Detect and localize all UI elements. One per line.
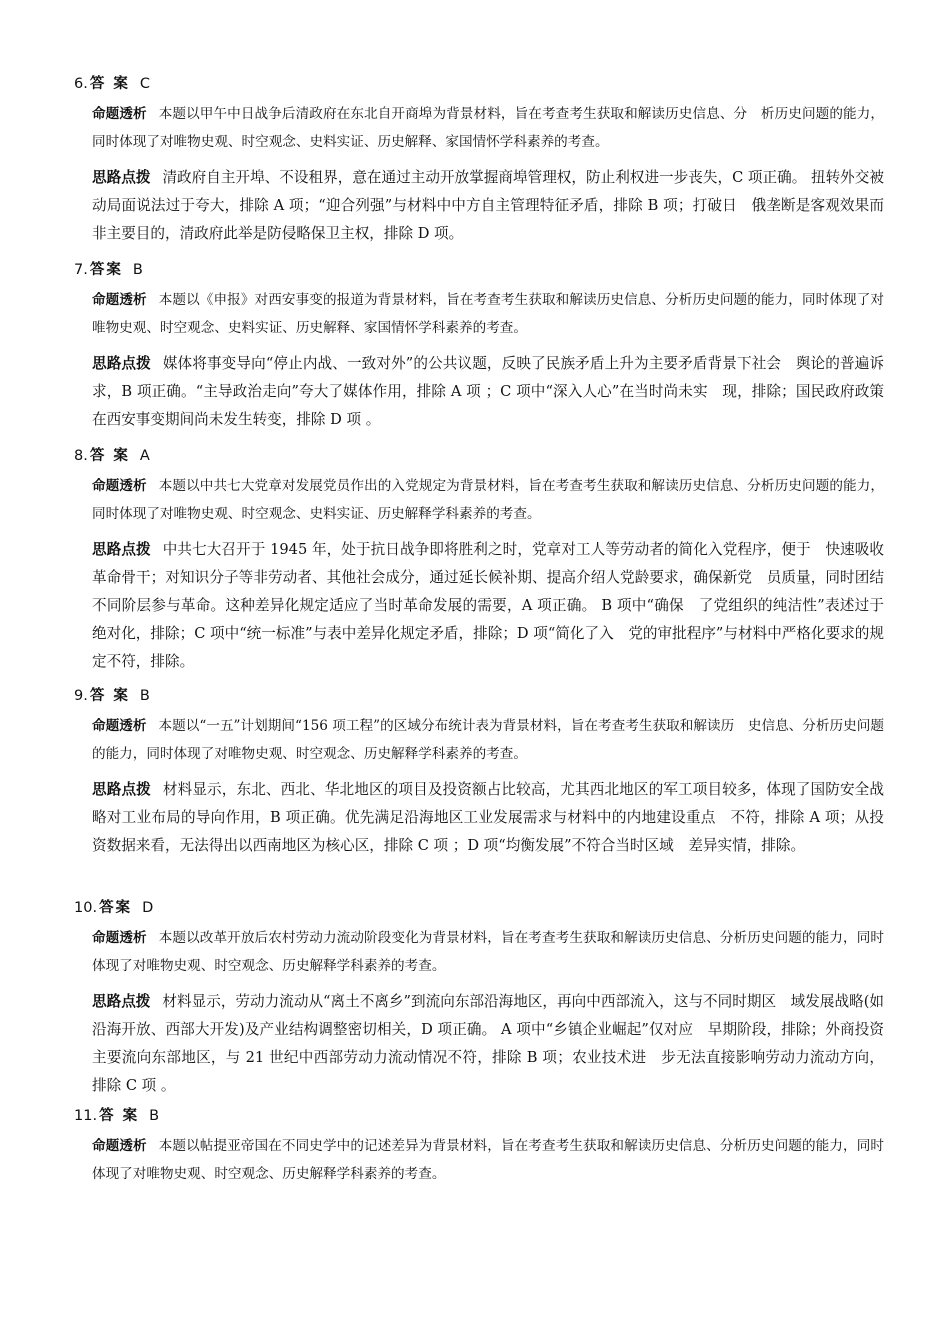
analysis-paragraph [92, 1132, 884, 1188]
analysis-text: 本题以甲午中日战争后清政府在东北自开商埠为背景材料，旨在考查考生获取和解读历史信息、分 析历史问题的能力，同时体现了对唯物史观、时空观念、史料实证、历史解释、家国情怀学科素养的考查。 [92, 106, 885, 150]
question-number: 6. [74, 76, 88, 92]
question-number: 8. [74, 448, 88, 464]
answer-label: 答案 [89, 262, 123, 278]
answer-label: 答 案 [89, 688, 130, 704]
answer-choice: D [142, 900, 154, 916]
answer-header [74, 898, 884, 918]
solution-paragraph [92, 164, 884, 248]
analysis-paragraph [92, 472, 884, 528]
analysis-label: 命题透析 [92, 1138, 147, 1154]
answer-label: 答 案 [89, 448, 130, 464]
answer-label: 答案 [99, 900, 133, 916]
solution-text: 清政府自主开埠、不设租界，意在通过主动开放掌握商埠管理权，防止利权进一步丧失，C 项正确。 扭转外交被动局面说法过于夸大，排除 A 项；“迎合列强”与材料中中方自主管理特征矛盾，排除 B 项；打破日 俄垄断是客观效果而非主要目的，清政府此举是防侵略保卫主权，排除 D 项。 [92, 169, 884, 242]
analysis-text: 本题以改革开放后农村劳动力流动阶段变化为背景材料，旨在考查考生获取和解读历史信息、分析历史问题的能力，同时体现了对唯物史观、时空观念、历史解释学科素养的考查。 [92, 930, 885, 974]
analysis-text: 本题以中共七大党章对发展党员作出的入党规定为背景材料，旨在考查考生获取和解读历史信息、分析历史问题的能力，同时体现了对唯物史观、时空观念、史料实证、历史解释学科素养的考查。 [92, 478, 885, 522]
question-number: 10. [74, 900, 98, 916]
answer-label: 答 案 [99, 1108, 140, 1124]
question-number: 7. [74, 262, 88, 278]
answer-choice: B [149, 1108, 160, 1124]
analysis-text: 本题以帖提亚帝国在不同史学中的记述差异为背景材料，旨在考查考生获取和解读历史信息、分析历史问题的能力，同时体现了对唯物史观、时空观念、历史解释学科素养的考查。 [92, 1138, 885, 1182]
answer-choice: B [139, 688, 150, 704]
question-7 [74, 260, 884, 442]
analysis-paragraph [92, 100, 884, 156]
analysis-text: 本题以《申报》对西安事变的报道为背景材料，旨在考查考生获取和解读历史信息、分析历史问题的能力，同时体现了对唯物史观、时空观念、史料实证、历史解释、家国情怀学科素养的考查。 [92, 292, 885, 336]
solution-paragraph [92, 536, 884, 676]
analysis-paragraph [92, 924, 884, 980]
answer-header [74, 260, 884, 280]
answer-header [74, 74, 884, 94]
question-number: 9. [74, 688, 88, 704]
analysis-label: 命题透析 [92, 718, 147, 734]
solution-text: 材料显示，东北、西北、华北地区的项目及投资额占比较高，尤其西北地区的军工项目较多，体现了国防安全战略对工业布局的导向作用，B 项正确。优先满足沿海地区工业发展需求与材料中的内地建设重点 不符，排除 A 项；从投资数据来看，无法得出以西南地区为核心区，排除 C 项 ；D 项“均衡发展”不符合当时区域 差异实情，排除。 [92, 781, 884, 854]
question-6 [74, 74, 884, 256]
answer-label: 答 案 [89, 76, 130, 92]
analysis-text: 本题以“一五”计划期间“156 项工程”的区域分布统计表为背景材料，旨在考查考生获取和解读历 史信息、分析历史问题的能力，同时体现了对唯物史观、时空观念、历史解释学科素养的考查。 [92, 718, 885, 762]
question-number: 11. [74, 1108, 98, 1124]
answer-header [74, 686, 884, 706]
question-9 [74, 686, 884, 868]
answer-choice: B [132, 262, 143, 278]
question-11 [74, 1106, 884, 1196]
analysis-label: 命题透析 [92, 292, 147, 308]
solution-paragraph [92, 988, 884, 1100]
analysis-label: 命题透析 [92, 930, 147, 946]
answer-header [74, 1106, 884, 1126]
question-10 [74, 898, 884, 1108]
solution-label: 思路点拨 [92, 169, 151, 186]
solution-label: 思路点拨 [92, 993, 151, 1010]
solution-label: 思路点拨 [92, 541, 151, 558]
solution-text: 媒体将事变导向“停止内战、一致对外”的公共议题，反映了民族矛盾上升为主要矛盾背景下社会 舆论的普遍诉求，B 项正确。“主导政治走向”夸大了媒体作用，排除 A 项 ；C 项中“深入人心”在当时尚未实 现，排除；国民政府政策在西安事变期间尚未发生转变，排除 D 项 。 [92, 355, 884, 428]
analysis-paragraph [92, 712, 884, 768]
answer-header [74, 446, 884, 466]
solution-text: 中共七大召开于 1945 年，处于抗日战争即将胜利之时，党章对工人等劳动者的简化入党程序，便于 快速吸收革命骨干；对知识分子等非劳动者、其他社会成分，通过延长候补期、提高介绍人党龄要求，确保新党 员质量，同时团结不同阶层参与革命。这种差异化规定适应了当时革命发展的需要，A 项正确。 B 项中“确保 了党组织的纯洁性”表述过于绝对化，排除；C 项中“统一标准”与表中差异化规定矛盾，排除；D 项“简化了入 党的审批程序”与材料中严格化要求的规定不符，排除。 [92, 541, 884, 670]
solution-label: 思路点拨 [92, 781, 151, 798]
answer-choice: C [139, 76, 151, 92]
solution-label: 思路点拨 [92, 355, 151, 372]
analysis-label: 命题透析 [92, 478, 147, 494]
solution-paragraph [92, 776, 884, 860]
analysis-paragraph [92, 286, 884, 342]
analysis-label: 命题透析 [92, 106, 147, 122]
solution-paragraph [92, 350, 884, 434]
question-8 [74, 446, 884, 684]
answer-choice: A [139, 448, 150, 464]
solution-text: 材料显示，劳动力流动从“离土不离乡”到流向东部沿海地区，再向中西部流入，这与不同时期区 域发展战略(如沿海开放、西部大开发)及产业结构调整密切相关，D 项正确。 A 项中“乡镇企业崛起”仅对应 早期阶段，排除；外商投资主要流向东部地区，与 21 世纪中西部劳动力流动情况不符，排除 B 项；农业技术进 步无法直接影响劳动力流动方向，排除 C 项 。 [92, 993, 884, 1094]
